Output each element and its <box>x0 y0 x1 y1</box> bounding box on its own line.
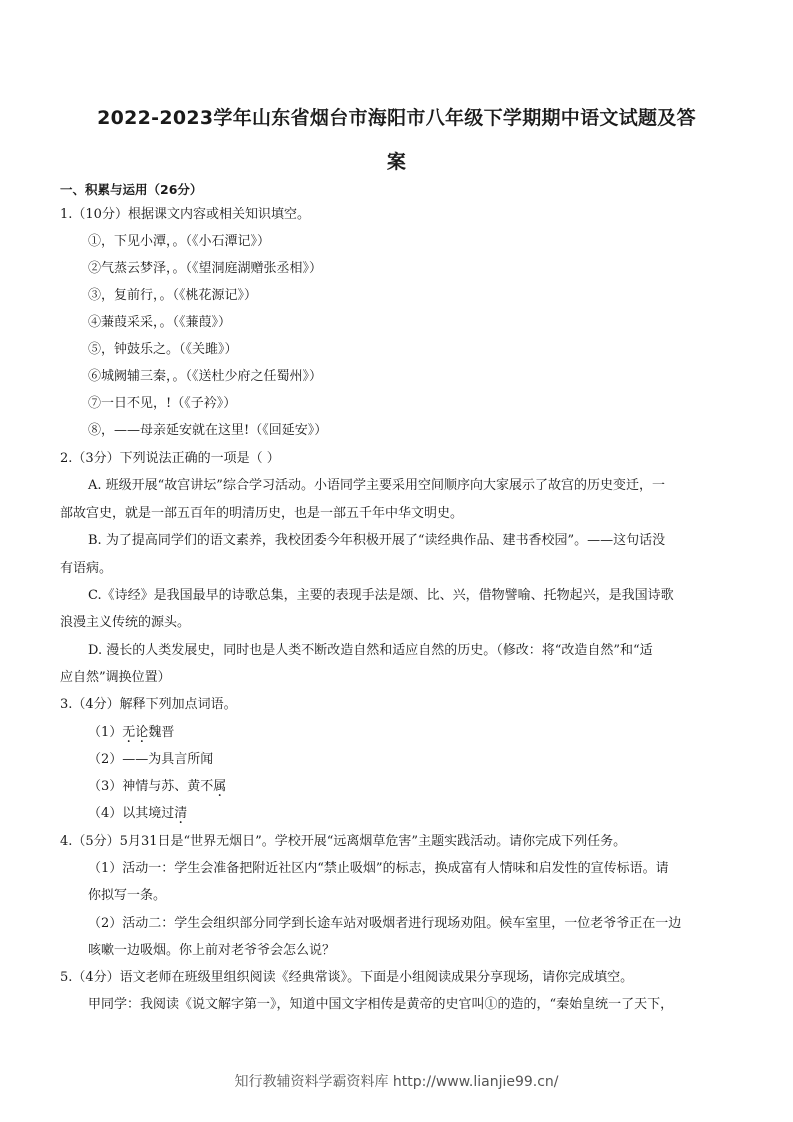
q2-stem: 2.（3分）下列说法正确的一项是（ ） <box>60 451 280 466</box>
q1-item-1: ①，下见小潭，。（《小石潭记》） <box>88 234 271 249</box>
q2-option-d-line1: D. 漫长的人类发展史，同时也是人类不断改造自然和适应自然的历史。（修改：将“改造自然”和“适 <box>88 643 653 658</box>
q3-stem: 3.（4分）解释下列加点词语。 <box>60 697 237 712</box>
q1-item-8: ⑧，——母亲延安就在这里!（《回延安》） <box>88 423 328 438</box>
q4-stem: 4.（5分）5月31日是“世界无烟日”。学校开展“远离烟草危害”主题实践活动。请你完成下列任务。 <box>60 834 627 849</box>
q1-item-6: ⑥城阙辅三秦，。（《送杜少府之任蜀州》） <box>88 369 323 384</box>
q3-item-4-dotted-char: 清 <box>174 806 188 821</box>
q1-item-7: ⑦一日不见，!（《子衿》） <box>88 396 237 411</box>
q5-paragraph-1: 甲同学：我阅读《说文解字第一》，知道中国文字相传是黄帝的史官叫①的造的，“秦始皇统一了天下， <box>88 997 674 1012</box>
q1-item-3: ③，复前行，。（《桃花源记》） <box>88 288 258 303</box>
q3-item-2: （2）——为具言所闻 <box>88 752 214 767</box>
q2-option-b-line2: 有语病。 <box>60 561 113 576</box>
q2-option-c-line2: 浪漫主义传统的源头。 <box>60 615 191 630</box>
q2-option-a-line1: A. 班级开展“故宫讲坛”综合学习活动。小语同学主要采用空间顺序向大家展示了故宫的历史变迁，一 <box>88 478 665 493</box>
title-line-2: 案 <box>386 151 407 173</box>
q4-task-1-line1: （1）活动一：学生会准备把附近社区内“禁止吸烟”的标志，换成富有人情味和启发性的宣传标语。请 <box>88 861 669 876</box>
q1-stem: 1.（10分）根据课文内容或相关知识填空。 <box>60 207 310 222</box>
q3-item-1-dotted-char: 论 <box>135 725 149 740</box>
q1-item-2: ②气蒸云梦泽，。（《望洞庭湖赠张丞相》） <box>88 261 323 276</box>
footer-watermark: 知行教辅资料学霸资料库 http://www.lianjie99.cn/ <box>234 1074 559 1090</box>
q5-stem: 5.（4分）语文老师在班级里组织阅读《经典常谈》。下面是小组阅读成果分享现场，请你完成填空。 <box>60 970 634 985</box>
q4-task-2-line2: 咳嗽一边吸烟。你上前对老爷爷会怎么说？ <box>88 943 336 958</box>
q3-item-4-text: （4）以其境过 <box>88 806 175 821</box>
q3-item-1 <box>88 724 174 742</box>
section-heading: 一、积累与运用（26分） <box>60 182 203 197</box>
q3-item-1-dotted-char: 无 <box>122 725 136 740</box>
q2-option-d-line2: 应自然”调换位置） <box>60 670 171 685</box>
q4-task-1-line2: 你拟写一条。 <box>88 888 167 903</box>
q3-item-4 <box>88 805 187 823</box>
q3-item-3 <box>88 778 226 796</box>
q2-option-c-line1: C.《诗经》是我国最早的诗歌总集，主要的表现手法是颂、比、兴，借物譬喻、托物起兴，是我国诗歌 <box>88 588 674 603</box>
q4-task-2-line1: （2）活动二：学生会组织部分同学到长途车站对吸烟者进行现场劝阻。候车室里，一位老爷爷正在一边 <box>88 916 682 931</box>
q2-option-a-line2: 部故宫史，就是一部五百年的明清历史，也是一部五千年中华文明史。 <box>60 506 464 521</box>
q2-option-b-line1: B. 为了提高同学们的语文素养，我校团委今年积极开展了“读经典作品、建书香校园”。——这句话没 <box>88 533 666 548</box>
q3-item-3-dotted-char: 属 <box>213 779 227 794</box>
q1-item-4: ④蒹葭采采，。（《蒹葭》） <box>88 315 232 330</box>
title-line-1: 2022-2023学年山东省烟台市海阳市八年级下学期期中语文试题及答 <box>97 107 696 129</box>
q3-item-1-number: （1） <box>88 725 123 740</box>
q1-item-5: ⑤，钟鼓乐之。（《关雎》） <box>88 342 238 357</box>
document-title <box>60 96 733 184</box>
q3-item-1-rest: 魏晋 <box>148 725 175 740</box>
q3-item-3-text: （3）神情与苏、黄不 <box>88 779 214 794</box>
